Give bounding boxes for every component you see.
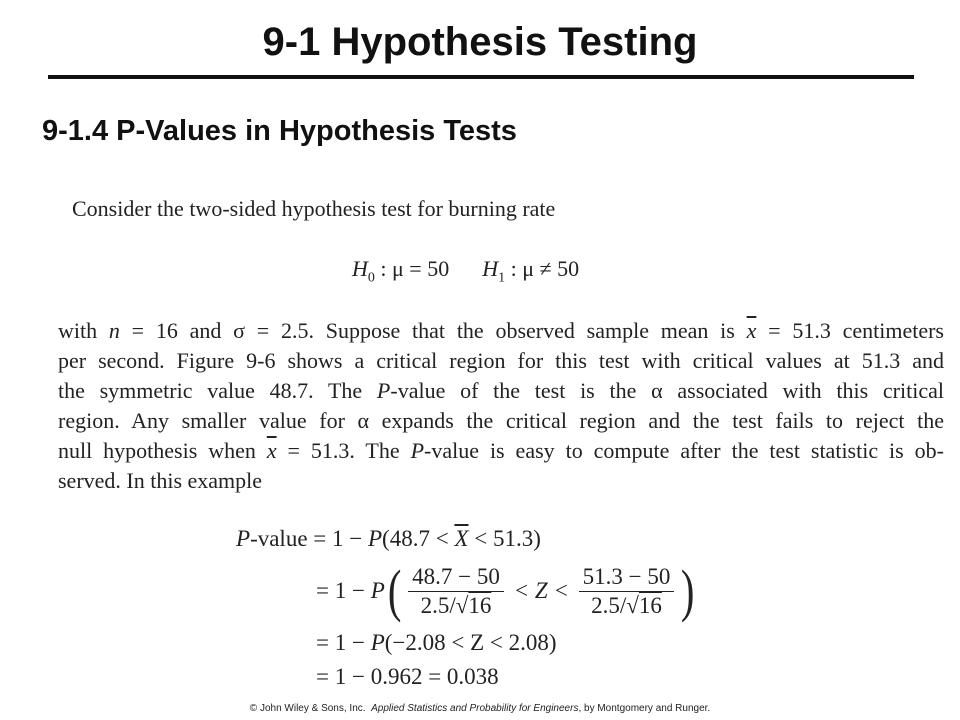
h0-symbol: H — [352, 256, 368, 281]
section-heading: 9-1.4 P-Values in Hypothesis Tests — [42, 115, 517, 147]
h1-statement: : μ ≠ 50 — [505, 256, 580, 281]
left-paren: ( — [387, 558, 402, 623]
slide-title: 9-1 Hypothesis Testing — [262, 20, 698, 64]
equation-row-2: = 1 − P ( $\frac{48.7 - 50}{2.5/√16}$ < Z < $\frac{51.3 - 50}{2.5/√16}$ ) — [316, 558, 695, 623]
paragraph-line-5: null hypothesis when $\overline{x} = 51.3$. The P-value is easy to compute after the test statistic is ob- — [58, 438, 944, 463]
fraction-lower: $\frac{48.7 - 50}{2.5/√16}$ — [408, 564, 504, 619]
equation-row-3: = 1 − P (−2.08 < Z < 2.08) — [316, 630, 557, 655]
paragraph-line-3: the symmetric value 48.7. The P-value of the test is the α associated with this critical — [58, 378, 944, 403]
title-underline — [48, 75, 914, 79]
equation-row-1: P -value = 1 − P (48.7 < $\overline{X}$ < 51.3) — [236, 526, 541, 551]
intro-text: Consider the two-sided hypothesis test for burning rate — [72, 196, 556, 221]
h1-subscript: 1 — [498, 270, 506, 286]
copyright-footer: © John Wiley & Sons, Inc. Applied Statistics and Probability for Engineers, by Montgomery and Runger. — [249, 703, 711, 714]
right-paren: ) — [681, 558, 695, 623]
paragraph-line-4: region. Any smaller value for α expands the critical region and the test fails to reject the — [58, 408, 944, 433]
paragraph-line-6: served. In this example — [58, 468, 263, 493]
h0-statement: : μ = 50 — [374, 256, 450, 281]
book-title: Applied Statistics and Probability for Engineers — [371, 703, 579, 714]
paragraph-line-1: with n = 16 and σ = 2.5. Suppose that the observed sample mean is $\overline{x} = 51.3$ centimeters — [58, 318, 944, 343]
h1-symbol: H — [482, 256, 499, 281]
hypotheses — [352, 256, 579, 286]
paragraph-line-2: per second. Figure 9-6 shows a critical region for this test with critical values at 51.3 and — [58, 348, 944, 373]
h0-subscript: 0 — [367, 270, 375, 286]
equation-row-4: = 1 − 0.962 = 0.038 — [316, 664, 499, 689]
pvalue-derivation — [236, 522, 698, 694]
body-paragraph — [58, 316, 944, 496]
fraction-upper: $\frac{51.3 - 50}{2.5/√16}$ — [579, 564, 675, 619]
